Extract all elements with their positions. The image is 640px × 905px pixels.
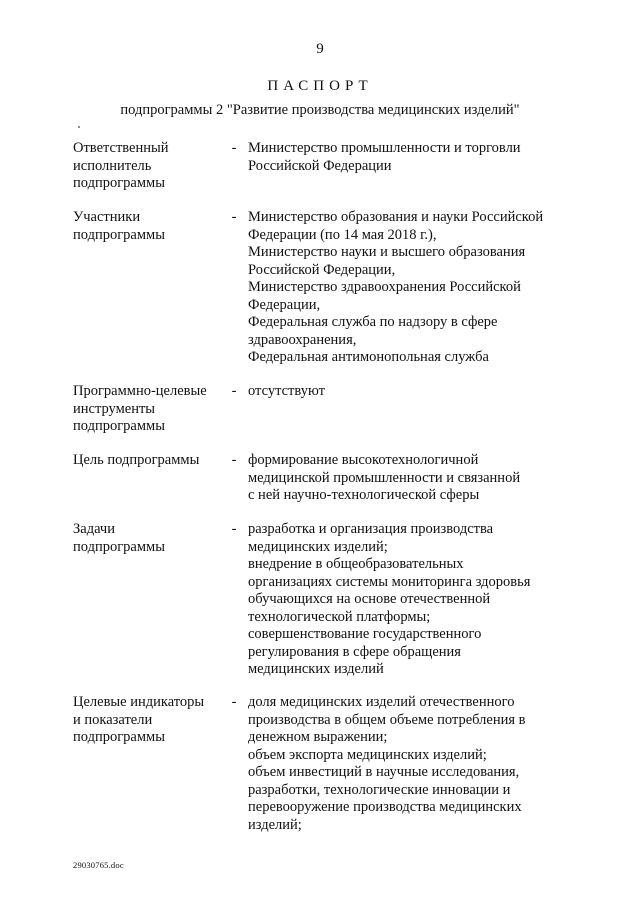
page-number: 9 [316,41,324,57]
value-line: регулирования в сфере обращения [248,643,461,660]
value-line: Министерство промышленности и торговли [248,140,521,156]
row-value [248,140,578,175]
value-line: Министерство науки и высшего образования [248,244,526,260]
value-line: Федерации, [248,296,321,313]
row-label [73,521,228,556]
value-line: совершенствование государственного [248,626,482,642]
row-label [73,452,228,470]
label-line: Участники [73,209,141,225]
label-line: и показатели [73,711,153,728]
value-line: Федеральная антимонопольная служба [248,349,489,365]
value-line: Российской Федерации, [248,261,396,278]
value-line: Российской Федерации [248,157,392,174]
label-line: подпрограммы [73,418,165,434]
value-line: перевооружение производства медицинских [248,799,522,815]
value-line: объем экспорта медицинских изделий; [248,746,487,763]
scan-speck [78,126,80,128]
label-line: Ответственный [73,140,169,156]
value-line: разработка и организация производства [248,521,494,537]
document-subtitle: подпрограммы 2 "Развитие производства медицинских изделий" [120,102,520,118]
row-label [73,140,228,193]
value-line: здравоохранения, [248,331,357,348]
value-line: формирование высокотехнологичной [248,452,479,468]
row-value [248,383,578,401]
row-dash: - [231,694,237,710]
value-line: Министерство образования и науки Российской [248,209,544,225]
label-line: инструменты [73,400,156,417]
row-dash: - [231,140,237,156]
label-line: Задачи [73,521,115,537]
row-dash: - [231,383,237,399]
value-line: доля медицинских изделий отечественного [248,694,515,710]
value-line: медицинской промышленности и связанной [248,469,521,486]
row-label [73,209,228,244]
value-line: технологической платформы; [248,608,431,625]
row-value [248,452,578,505]
footer-document-code: 29030765.doc [73,860,124,870]
label-line: Цель подпрограммы [73,452,200,468]
document-title: ПАСПОРТ [267,78,373,94]
value-line: изделий; [248,816,302,833]
value-line: Федеральная служба по надзору в сфере [248,314,498,330]
value-line: медицинских изделий; [248,538,388,555]
row-value [248,521,578,679]
row-value [248,209,578,367]
label-line: Программно-целевые [73,383,207,399]
value-line: медицинских изделий [248,661,384,677]
value-line: внедрение в общеобразовательных [248,556,464,572]
value-line: денежном выражении; [248,729,388,745]
label-line: Целевые индикаторы [73,694,205,710]
value-line: объем инвестиций в научные исследования, [248,764,520,780]
value-line: производства в общем объеме потребления в [248,711,526,728]
value-line: организациях системы мониторинга здоровья [248,573,531,590]
value-line: с ней научно-технологической сферы [248,487,480,503]
label-line: подпрограммы [73,175,165,191]
value-line: Министерство здравоохранения Российской [248,279,521,295]
row-label [73,383,228,436]
label-line: подпрограммы [73,538,165,555]
row-label [73,694,228,747]
label-line: подпрограммы [73,729,165,745]
value-line: Федерации (по 14 мая 2018 г.), [248,226,437,243]
value-line: обучающихся на основе отечественной [248,591,491,607]
row-dash: - [231,209,237,225]
value-line: разработки, технологические инновации и [248,781,511,798]
label-line: исполнитель [73,157,152,174]
label-line: подпрограммы [73,226,165,243]
row-dash: - [231,452,237,468]
row-dash: - [231,521,237,537]
value-line: отсутствуют [248,383,325,399]
row-value [248,694,578,834]
